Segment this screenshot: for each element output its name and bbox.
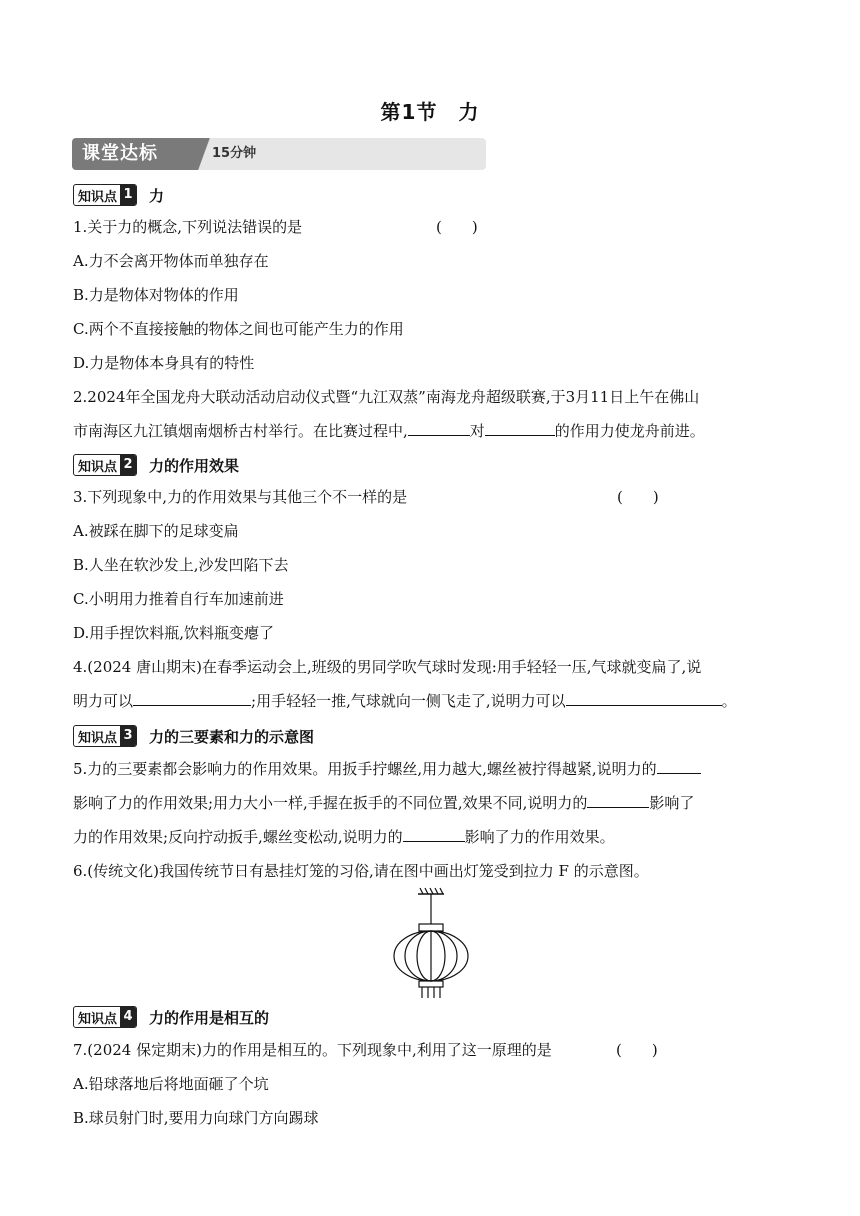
q7-option-a: A.铅球落地后将地面砸了个坑 xyxy=(73,1075,269,1093)
question-2-line-1: 2.2024年全国龙舟大联动活动启动仪式暨“九江双蒸”南海龙舟超级联赛,于3月11日上午在佛山 xyxy=(73,388,700,406)
question-5-line-1: 5.力的三要素都会影响力的作用效果。用扳手拧螺丝,用力越大,螺丝被拧得越紧,说明力的 xyxy=(73,759,701,779)
answer-blank xyxy=(566,691,722,706)
answer-paren: ( ) xyxy=(617,488,659,506)
knowledge-point-1 xyxy=(73,183,164,207)
q3-option-c: C.小明用力推着自行车加速前进 xyxy=(73,590,284,608)
q3-option-d: D.用手捏饮料瓶,饮料瓶变瘪了 xyxy=(73,624,275,642)
question-4-line-2: 明力可以 ;用手轻轻一推,气球就向一侧飞走了,说明力可以 。 xyxy=(73,692,737,710)
kp-title: 力的作用效果 xyxy=(149,456,240,475)
question-2-line-2: 市南海区九江镇烟南烟桥古村举行。在比赛过程中, 对 的作用力使龙舟前进。 xyxy=(73,422,705,440)
page-title: 第1节 力 xyxy=(380,100,480,124)
kp-badge: 知识点 2 xyxy=(73,454,137,476)
kp-badge: 知识点 1 xyxy=(73,184,137,206)
banner-time: 15分钟 xyxy=(212,146,257,161)
answer-blank xyxy=(485,421,555,436)
lantern-figure xyxy=(388,886,474,1000)
kp-title: 力 xyxy=(149,186,165,205)
question-5-line-2: 影响了力的作用效果;用力大小一样,手握在扳手的不同位置,效果不同,说明力的 影响了 xyxy=(73,794,695,812)
answer-paren: ( ) xyxy=(616,1041,658,1059)
banner-label: 课堂达标 xyxy=(72,138,192,170)
q1-option-a: A.力不会离开物体而单独存在 xyxy=(73,252,269,270)
knowledge-point-4 xyxy=(73,1005,269,1029)
question-4-line-1: 4.(2024 唐山期末)在春季运动会上,班级的男同学吹气球时发现:用手轻轻一压,气球就变扁了,说 xyxy=(73,658,702,676)
kp-badge: 知识点 3 xyxy=(73,725,137,747)
answer-paren: ( ) xyxy=(436,218,478,236)
section-banner xyxy=(72,138,486,170)
answer-blank xyxy=(587,793,649,808)
q3-option-b: B.人坐在软沙发上,沙发凹陷下去 xyxy=(73,556,289,574)
knowledge-point-3 xyxy=(73,724,314,748)
kp-title: 力的作用是相互的 xyxy=(149,1008,270,1027)
question-6-line-1: 6.(传统文化)我国传统节日有悬挂灯笼的习俗,请在图中画出灯笼受到拉力 F 的示意图。 xyxy=(73,862,649,880)
question-7-stem: 7.(2024 保定期末)力的作用是相互的。下列现象中,利用了这一原理的是 xyxy=(73,1041,552,1059)
question-5-line-3: 力的作用效果;反向拧动扳手,螺丝变松动,说明力的 影响了力的作用效果。 xyxy=(73,828,615,846)
q1-option-d: D.力是物体本身具有的特性 xyxy=(73,354,255,372)
answer-blank xyxy=(403,827,465,842)
kp-badge: 知识点 4 xyxy=(73,1006,137,1028)
answer-blank xyxy=(657,759,701,774)
answer-blank xyxy=(133,691,251,706)
kp-title: 力的三要素和力的示意图 xyxy=(149,727,315,746)
q3-option-a: A.被踩在脚下的足球变扁 xyxy=(73,522,239,540)
question-1-stem: 1.关于力的概念,下列说法错误的是 xyxy=(73,218,303,236)
q1-option-b: B.力是物体对物体的作用 xyxy=(73,286,239,304)
question-3-stem: 3.下列现象中,力的作用效果与其他三个不一样的是 xyxy=(73,488,408,506)
q1-option-c: C.两个不直接接触的物体之间也可能产生力的作用 xyxy=(73,320,404,338)
q7-option-b: B.球员射门时,要用力向球门方向踢球 xyxy=(73,1109,319,1127)
knowledge-point-2 xyxy=(73,453,239,477)
answer-blank xyxy=(408,421,470,436)
